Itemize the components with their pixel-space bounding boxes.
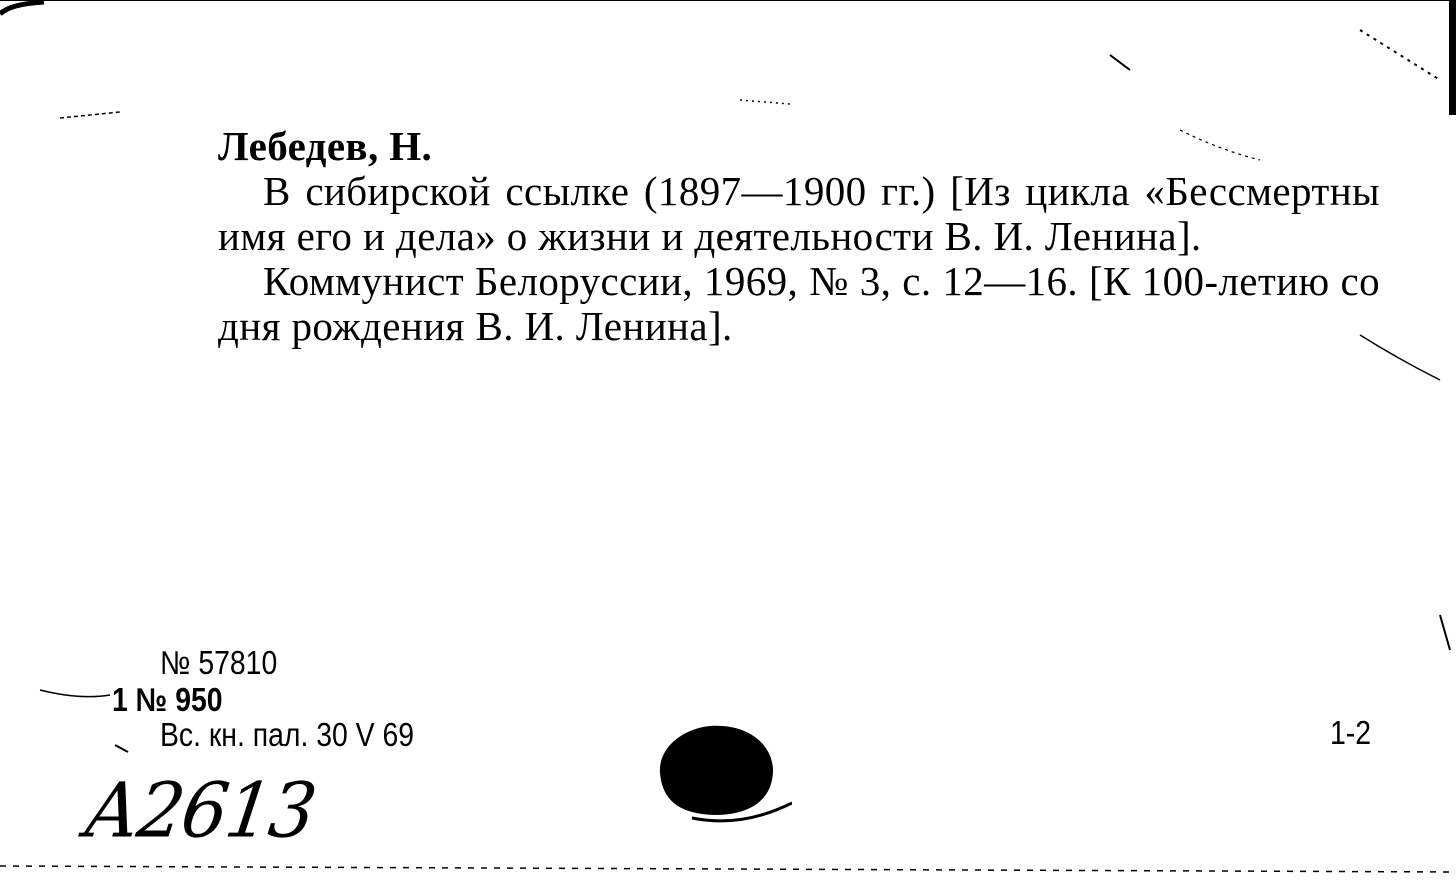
punch-hole [652, 718, 792, 828]
card-index: 1-2 [1330, 714, 1372, 751]
handwritten-code: А2613 [79, 765, 320, 855]
card-body [218, 124, 1380, 349]
card-number: № 57810 [160, 644, 278, 681]
author-heading: Лебедев, Н. [218, 123, 433, 169]
count-line: 1 № 950 [112, 681, 223, 718]
title-paragraph: В сибирской ссылке (1897—1900 гг.) [Из цикла «Бессмертны имя его и дела» о жизни и деятельности В. И. Ленина]. [218, 168, 1380, 259]
registry-line: Вс. кн. пал. 30 V 69 [160, 716, 415, 753]
source-paragraph: Коммунист Белоруссии, 1969, № 3, с. 12—16. [К 100-летию со дня рождения В. И. Ленина]. [218, 258, 1380, 349]
